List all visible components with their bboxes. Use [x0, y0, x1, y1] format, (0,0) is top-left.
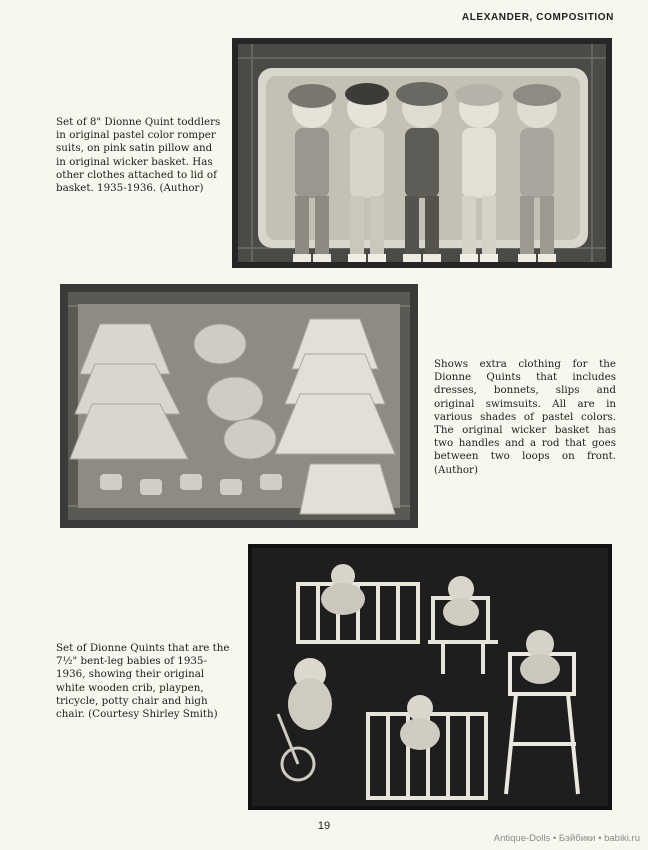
photo-quint-toddlers-image	[232, 38, 612, 268]
caption-quint-babies: Set of Dionne Quints that are the 7½" bent-leg babies of 1935-1936, showing their original white wooden crib, playpen, tricycle, potty chair and high chair. (Courtesy Shirley Smith)	[56, 642, 230, 721]
page-number: 19	[317, 820, 331, 832]
caption-quint-clothing: Shows extra clothing for the Dionne Quints that includes dresses, bonnets, slips and original swimsuits. All are in various shades of pastel colors. The original wicker basket has two handles and a rod that goes between two loops on front. (Author)	[434, 358, 616, 476]
photo-quint-clothing-image	[60, 284, 418, 528]
photo-quint-toddlers-basket	[232, 38, 612, 268]
photo-quint-clothing-basket	[60, 284, 418, 528]
running-head: ALEXANDER, COMPOSITION	[461, 12, 614, 23]
photo-quint-babies-furniture	[248, 544, 612, 810]
photo-quint-babies-image	[248, 544, 612, 810]
caption-quint-toddlers: Set of 8" Dionne Quint toddlers in original pastel color romper suits, on pink satin pillow and in original wicker basket. Has other clothes attached to lid of basket. 1935-1936. (Author)	[56, 116, 221, 195]
watermark: Antique-Dolls • Бэйбики • babiki.ru	[493, 833, 640, 844]
